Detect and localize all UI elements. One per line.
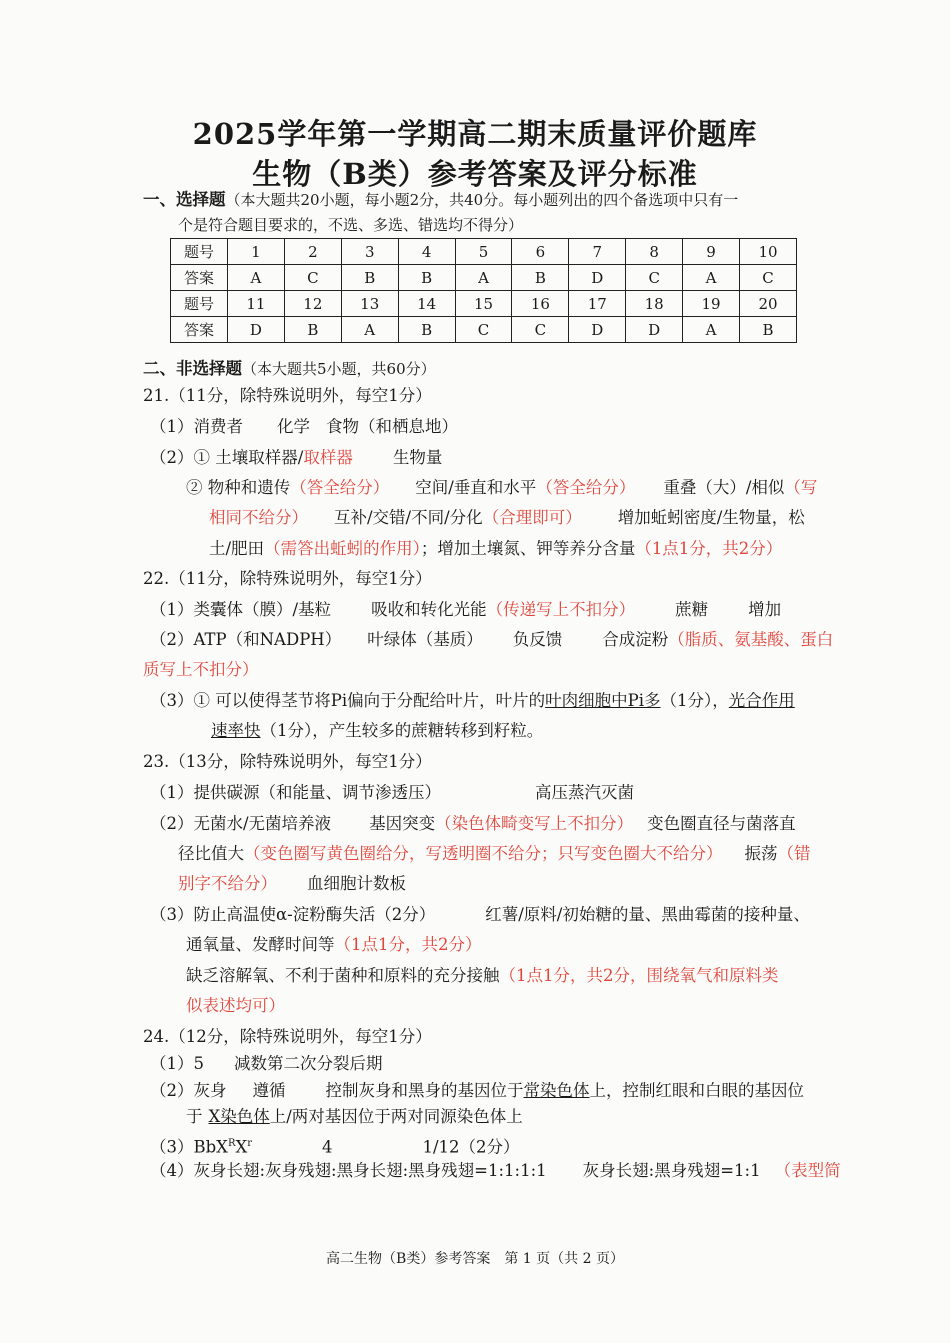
answer-text: 速率快 (211, 721, 261, 740)
answer-text: 互补/交错/不同/分化 (334, 508, 483, 527)
table-cell: D (228, 317, 285, 343)
table-cell: B (512, 265, 569, 291)
table-cell: A (683, 317, 740, 343)
answer-text: 通氧量、发酵时间等 (186, 935, 335, 954)
table-cell: 3 (341, 239, 398, 265)
section1-heading-line (143, 189, 738, 211)
table-cell: 12 (284, 291, 341, 317)
answer-text: 化学 (277, 417, 310, 436)
table-row (171, 265, 797, 291)
table-cell: D (626, 317, 683, 343)
q24-header: 24.（12分，除特殊说明外，每空1分） (143, 1027, 432, 1046)
answer-text: 减数第二次分裂后期 (234, 1054, 383, 1073)
answer-text: 叶肉细胞中Pi多 (545, 691, 661, 710)
answer-text: 径比值大 (178, 844, 244, 863)
answer-text: ② 物种和遗传 (186, 478, 291, 497)
table-cell: 5 (455, 239, 512, 265)
table-header-cell: 答案 (171, 265, 228, 291)
table-cell: C (740, 265, 797, 291)
table-cell: 16 (512, 291, 569, 317)
table-cell: A (455, 265, 512, 291)
grading-note: 别字不给分） (178, 874, 277, 893)
grading-note: （答全给分） (290, 478, 390, 497)
answer-text: 遵循 (252, 1081, 286, 1100)
page-footer: 高二生物（B类）参考答案 第 1 页（共 2 页） (326, 1251, 624, 1267)
grading-note: （传递写上不扣分） (486, 600, 636, 619)
section2-note: （本大题共5小题，共60分） (242, 360, 436, 378)
table-cell: A (683, 265, 740, 291)
table-cell: B (341, 265, 398, 291)
answer-text: （1）提供碳源（和能量、调节渗透压） (150, 783, 441, 802)
q21-part2b-line3 (209, 538, 782, 560)
answer-text: 食物（和栖息地） (326, 417, 458, 436)
section1-note-cont: 个是符合题目要求的，不选、多选、错选均不得分） (178, 216, 524, 234)
page-title: 2025学年第一学期高二期末质量评价题库 (192, 117, 758, 151)
q23-part2c (178, 873, 406, 895)
table-cell: A (228, 265, 285, 291)
q22-part3b (211, 720, 543, 742)
answer-text: 重叠（大）/相似 (663, 478, 785, 497)
answer-text: 光合作用 (728, 691, 795, 710)
q23-part2b (178, 843, 811, 865)
grading-note: （错 (777, 844, 811, 863)
q23-part2a (150, 813, 796, 835)
grading-note: （变色圈写黄色圈给分，写透明圈不给分；只写变色圈大不给分） (244, 844, 723, 863)
grading-note: （写 (784, 478, 818, 497)
answer-text: 基因突变 (369, 814, 436, 833)
table-cell: D (569, 317, 626, 343)
answer-text: 增加 (748, 600, 782, 619)
table-cell: 9 (683, 239, 740, 265)
answer-text: 上/两对基因位于两对同源染色体上 (269, 1107, 523, 1126)
table-cell: 17 (569, 291, 626, 317)
q22-part2 (150, 629, 833, 651)
q24-part4 (150, 1160, 841, 1182)
table-cell: C (284, 265, 341, 291)
table-cell: B (398, 265, 455, 291)
grading-note: （1点1分，共2分，围绕氧气和原料类 (499, 966, 779, 985)
table-cell: C (626, 265, 683, 291)
answer-text: 土/肥田 (209, 539, 265, 558)
q23-part3-note-cont: 似表述均可） (186, 996, 285, 1015)
section2-heading: 二、非选择题 (143, 359, 242, 378)
answer-text: 灰身长翅:黑身残翅=1:1 (582, 1161, 761, 1180)
q21-part2a (150, 447, 442, 469)
answer-text: 高压蒸汽灭菌 (535, 783, 634, 802)
table-row (171, 239, 797, 265)
table-cell: B (398, 317, 455, 343)
answer-text: （1）消费者 (150, 417, 243, 436)
answer-text: 吸收和转化光能 (371, 600, 487, 619)
table-cell: B (740, 317, 797, 343)
answer-text: 叶绿体（基质） (367, 630, 483, 649)
answer-text: （1分），产生较多的蔗糖转移到籽粒。 (260, 721, 544, 740)
answer-text: 空间/垂直和水平 (415, 478, 537, 497)
answer-text: （2）① 土壤取样器/ (150, 448, 304, 467)
table-cell: 1 (228, 239, 285, 265)
answer-text: （2）灰身 (150, 1081, 227, 1100)
q23-part1 (150, 782, 634, 804)
table-cell: 19 (683, 291, 740, 317)
table-row (171, 317, 797, 343)
table-cell: 8 (626, 239, 683, 265)
answer-text: 振荡 (744, 844, 778, 863)
answer-text: 合成淀粉 (602, 630, 669, 649)
q22-part2-note-cont: 质写上不扣分） (143, 660, 259, 679)
answer-text: （2）ATP（和NADPH） (150, 630, 342, 649)
q22-part3a (150, 690, 795, 712)
grading-note: （1点1分，共2分） (635, 539, 783, 558)
table-cell: 18 (626, 291, 683, 317)
table-cell: 14 (398, 291, 455, 317)
table-cell: 6 (512, 239, 569, 265)
page-subtitle: 生物（B类）参考答案及评分标准 (252, 157, 698, 191)
q23-part3a (150, 904, 810, 926)
q21-part2b-line2 (209, 507, 805, 529)
answer-text: 生物量 (392, 448, 443, 467)
q24-part2a (150, 1080, 804, 1102)
answer-text: 于 (186, 1107, 203, 1126)
table-cell: B (284, 317, 341, 343)
q23-part3b (186, 934, 482, 956)
table-cell: 10 (740, 239, 797, 265)
superscript: R (227, 1138, 236, 1149)
answer-text: 变色圈直径与菌落直 (647, 814, 796, 833)
answer-text: （1分）， (660, 691, 729, 710)
section2-heading-line (143, 358, 436, 380)
q24-part1 (150, 1053, 383, 1075)
q23-header: 23.（13分，除特殊说明外，每空1分） (143, 752, 432, 771)
answer-text: 常染色体 (523, 1081, 590, 1100)
answer-text: （3）① 可以使得茎节将Pi偏向于分配给叶片，叶片的 (150, 691, 546, 710)
section1-heading: 一、选择题 (143, 190, 226, 209)
answer-text: 控制灰身和黑身的基因位于 (325, 1081, 524, 1100)
answer-text: （2）无菌水/无菌培养液 (150, 814, 332, 833)
answer-text: 负反馈 (512, 630, 563, 649)
answer-text: 1/12（2分） (422, 1137, 520, 1157)
grading-note: （表型简 (774, 1161, 841, 1180)
table-cell: C (455, 317, 512, 343)
answer-text: ；增加土壤氮、钾等养分含量 (420, 539, 636, 558)
superscript: r (247, 1138, 252, 1149)
grading-note: （1点1分，共2分） (334, 935, 482, 954)
q21-part2b-line1 (186, 477, 817, 499)
table-header-cell: 题号 (171, 291, 228, 317)
table-cell: 11 (228, 291, 285, 317)
answer-text: X (235, 1137, 248, 1157)
answer-text: （1）类囊体（膜）/基粒 (150, 600, 332, 619)
answer-text: （1）5 (150, 1054, 204, 1073)
table-cell: 20 (740, 291, 797, 317)
answer-text: 蔗糖 (675, 600, 709, 619)
answer-text: （3）BbX (150, 1137, 228, 1157)
q22-header: 22.（11分，除特殊说明外，每空1分） (143, 569, 432, 588)
answer-text: （4）灰身长翅:灰身残翅:黑身长翅:黑身残翅=1:1:1:1 (150, 1161, 547, 1180)
q24-part3 (150, 1133, 520, 1159)
table-cell: 15 (455, 291, 512, 317)
answer-text: 红薯/原料/初始糖的量、黑曲霉菌的接种量、 (485, 905, 810, 924)
section1-note: （本大题共20小题，每小题2分，共40分。每小题列出的四个备选项中只有一 (225, 191, 739, 209)
table-cell: 2 (284, 239, 341, 265)
grading-note: （需答出蚯蚓的作用） (264, 539, 421, 558)
table-row (171, 291, 797, 317)
table-header-cell: 答案 (171, 317, 228, 343)
table-cell: D (569, 265, 626, 291)
q21-part1 (150, 416, 458, 438)
table-cell: 13 (341, 291, 398, 317)
q22-part1 (150, 599, 781, 621)
answer-text: 缺乏溶解氧、不利于菌种和原料的充分接触 (186, 966, 500, 985)
answer-text: 增加蚯蚓密度/生物量，松 (617, 508, 805, 527)
grading-note: （合理即可） (482, 508, 582, 527)
q23-part3c (186, 965, 779, 987)
q24-part2b (186, 1106, 523, 1128)
q21-header: 21.（11分，除特殊说明外，每空1分） (143, 386, 432, 405)
table-cell: 7 (569, 239, 626, 265)
answer-text: X染色体 (208, 1107, 270, 1126)
answer-text: 血细胞计数板 (307, 874, 406, 893)
grading-note: （脂质、氨基酸、蛋白 (668, 630, 834, 649)
table-header-cell: 题号 (171, 239, 228, 265)
table-cell: C (512, 317, 569, 343)
grading-note: （染色体畸变写上不扣分） (435, 814, 634, 833)
answer-text: （3）防止高温使α-淀粉酶失活（2分） (150, 905, 436, 924)
answer-text: 4 (322, 1137, 333, 1157)
grading-note: 取样器 (303, 448, 353, 467)
answer-text: 上，控制红眼和白眼的基因位 (589, 1081, 804, 1100)
grading-note: （答全给分） (536, 478, 636, 497)
table-cell: 4 (398, 239, 455, 265)
answer-table (170, 238, 797, 343)
grading-note: 相同不给分） (209, 508, 308, 527)
table-cell: A (341, 317, 398, 343)
